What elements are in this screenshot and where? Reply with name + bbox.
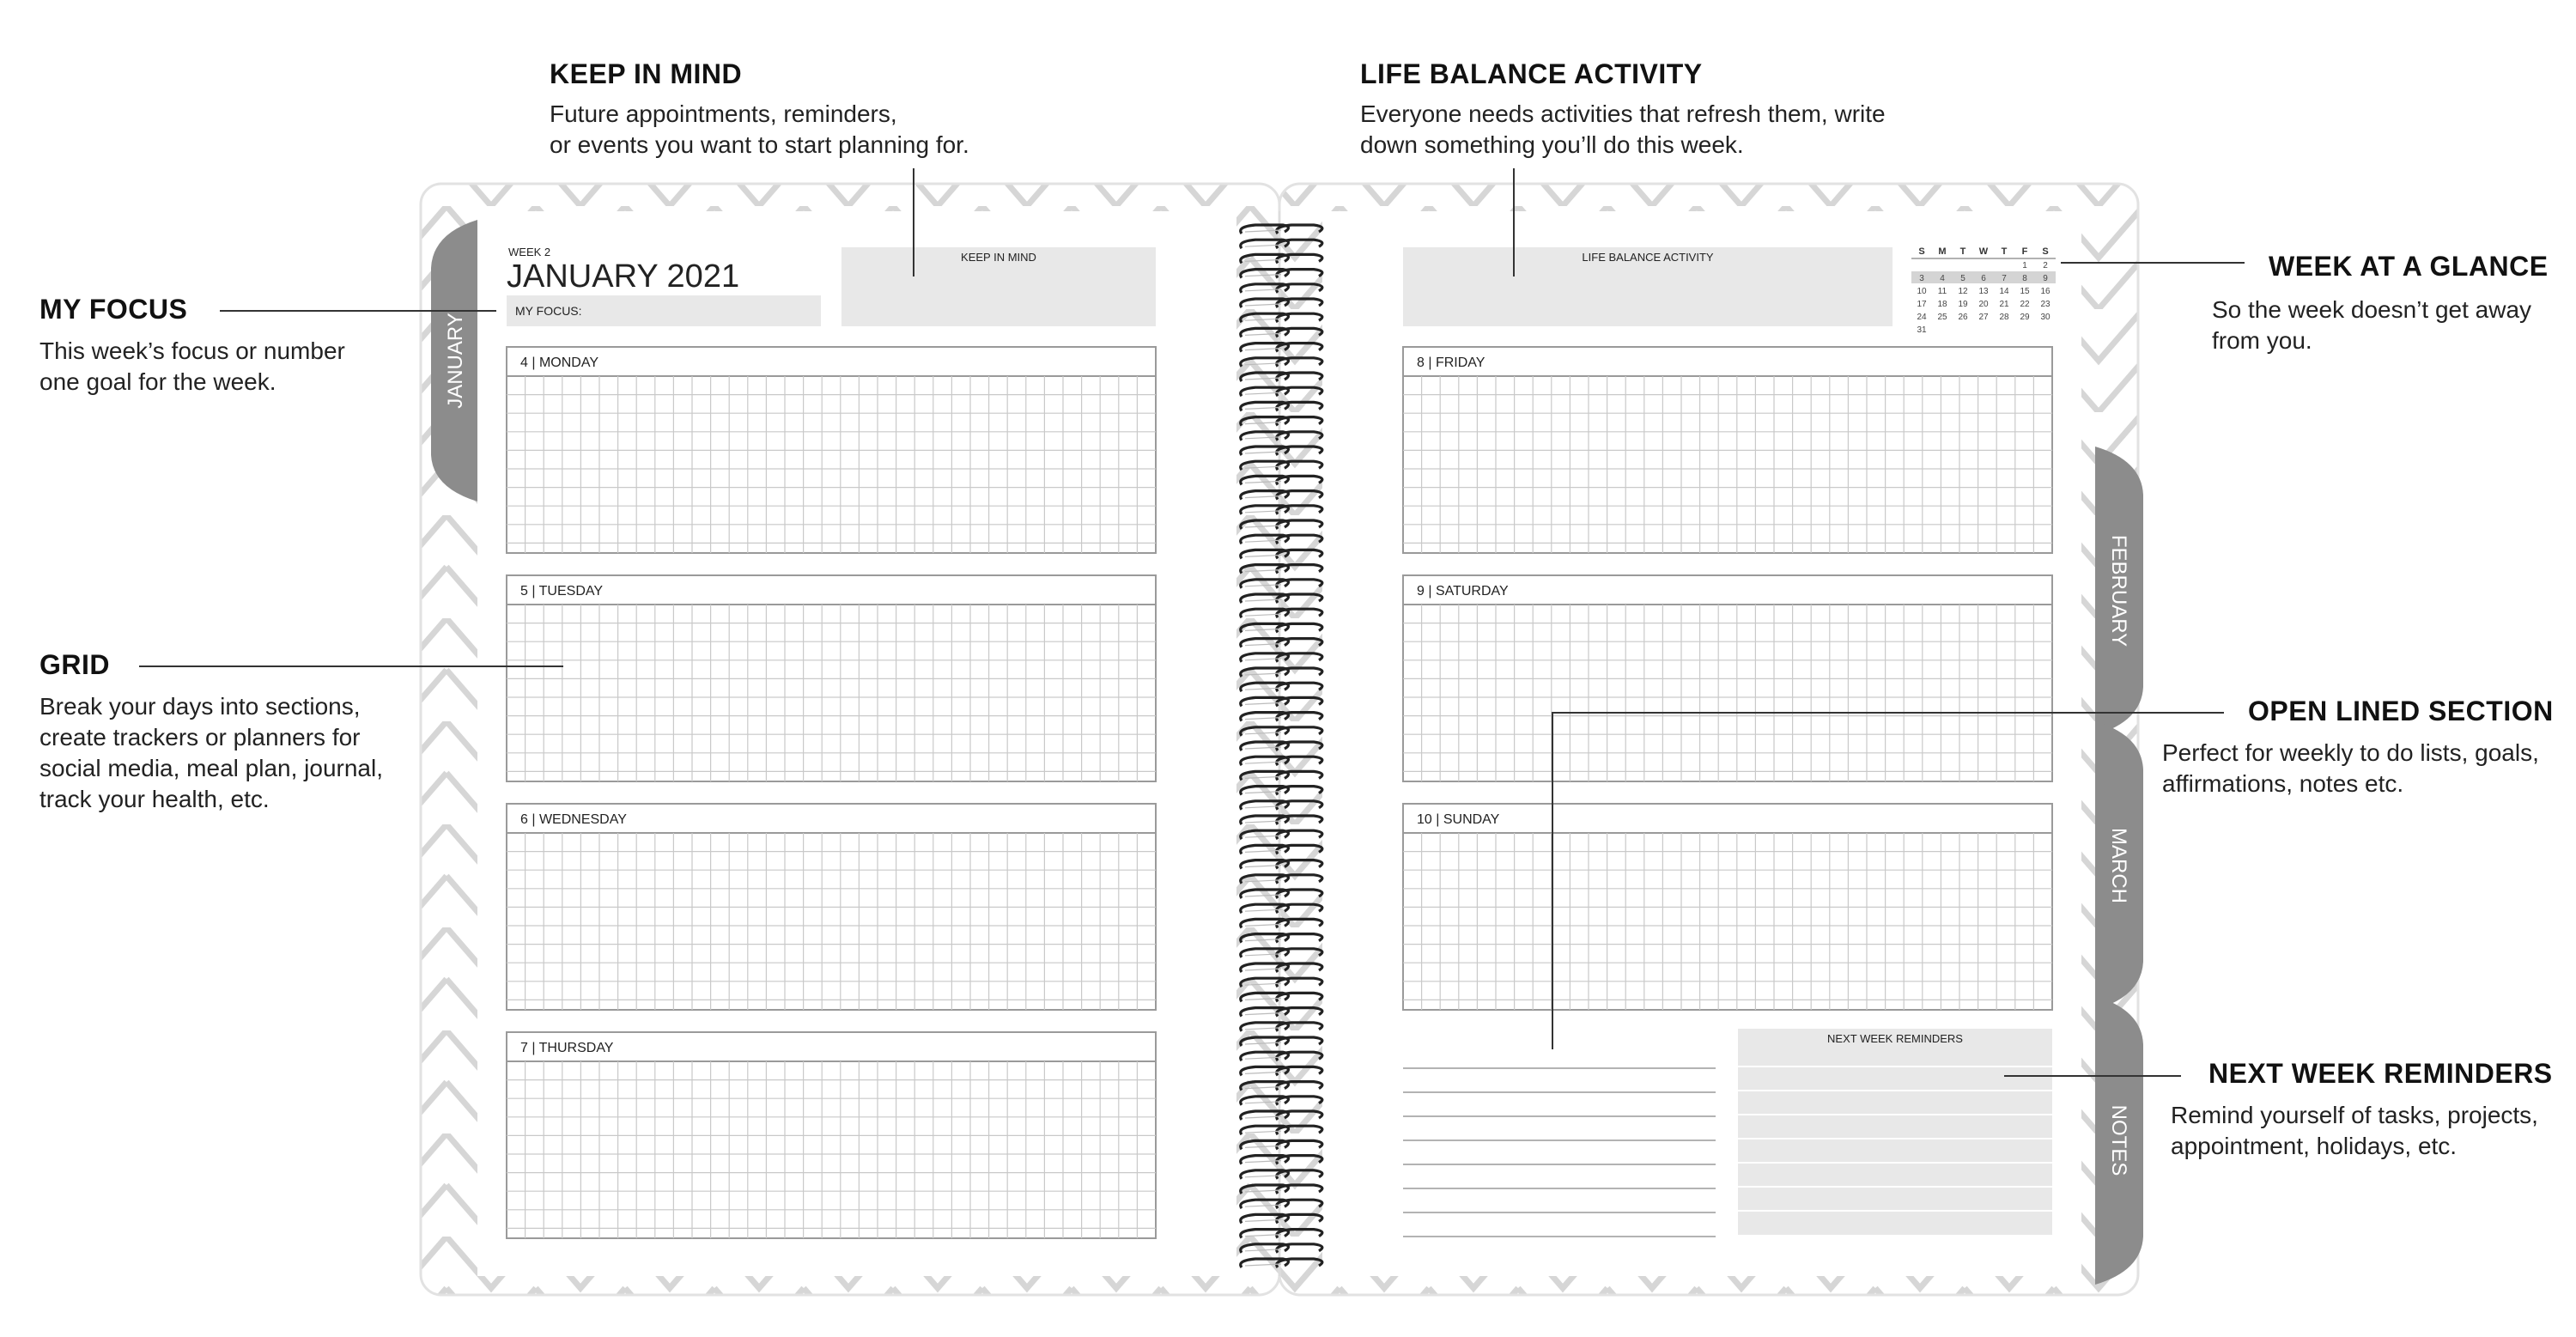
tab-february-label: FEBRUARY xyxy=(2107,534,2130,647)
mini-cal-date: 22 xyxy=(2020,300,2030,309)
callout-keep-in-mind xyxy=(550,58,969,161)
mini-cal-date: 1 xyxy=(2022,261,2027,270)
callout-open-lined xyxy=(2162,696,2554,799)
mini-cal-date: 8 xyxy=(2022,274,2027,283)
next-week-box-label: NEXT WEEK REMINDERS xyxy=(1827,1032,1963,1045)
day-box xyxy=(507,804,1156,1010)
day-label: 6 | WEDNESDAY xyxy=(520,812,627,827)
mini-cal-date: 28 xyxy=(1999,313,2009,322)
mini-cal-date: 27 xyxy=(1978,313,1989,322)
mini-cal-date: 21 xyxy=(1999,300,2009,309)
day-box xyxy=(1403,575,2052,781)
desc-line: from you. xyxy=(2212,327,2312,354)
callout-my-focus xyxy=(39,294,345,398)
day-label: 7 | THURSDAY xyxy=(520,1041,614,1055)
callout-desc xyxy=(2162,738,2554,799)
mini-cal-header: F xyxy=(2021,246,2028,257)
callout-title: MY FOCUS xyxy=(39,294,188,325)
desc-line: This week’s focus or number xyxy=(39,337,345,364)
desc-line: track your health, etc. xyxy=(39,786,270,812)
desc-line: social media, meal plan, journal, xyxy=(39,755,383,781)
callout-desc xyxy=(1360,99,1886,161)
mini-cal-date: 26 xyxy=(1958,313,1968,322)
mini-cal-date: 29 xyxy=(2020,313,2030,322)
desc-line: one goal for the week. xyxy=(39,368,276,395)
tab-march-label: MARCH xyxy=(2107,828,2130,903)
mini-cal-date: 9 xyxy=(2043,274,2048,283)
mini-cal-date: 17 xyxy=(1917,300,1927,309)
day-box xyxy=(1403,347,2052,553)
callout-desc xyxy=(39,691,383,815)
day-label: 4 | MONDAY xyxy=(520,356,598,370)
mini-cal-header: M xyxy=(1938,246,1947,257)
mini-cal-date: 11 xyxy=(1937,287,1947,296)
desc-line: Remind yourself of tasks, projects, xyxy=(2171,1102,2538,1128)
desc-line: down something you’ll do this week. xyxy=(1360,131,1744,158)
callout-title: LIFE BALANCE ACTIVITY xyxy=(1360,58,1703,89)
mini-cal-date: 20 xyxy=(1978,300,1989,309)
mini-cal-date: 18 xyxy=(1937,300,1947,309)
mini-cal-date: 7 xyxy=(2002,274,2007,283)
callout-title: KEEP IN MIND xyxy=(550,58,743,89)
callout-week-glance xyxy=(2212,251,2549,356)
mini-cal-date: 3 xyxy=(1919,274,1924,283)
focus-label: MY FOCUS: xyxy=(515,304,582,318)
mini-cal-date: 16 xyxy=(2040,287,2050,296)
day-box xyxy=(507,1032,1156,1238)
day-label: 5 | TUESDAY xyxy=(520,584,604,599)
tab-notes-label: NOTES xyxy=(2107,1104,2130,1176)
desc-line: create trackers or planners for xyxy=(39,724,361,751)
next-week-box xyxy=(1738,1029,2052,1235)
day-label: 8 | FRIDAY xyxy=(1417,356,1485,370)
callout-title: NEXT WEEK REMINDERS xyxy=(2208,1058,2553,1089)
mini-cal-date: 12 xyxy=(1958,287,1968,296)
mini-cal-date: 23 xyxy=(2040,300,2050,309)
mini-cal-date: 25 xyxy=(1937,313,1947,322)
mini-cal-date: 5 xyxy=(1960,274,1965,283)
callout-title: WEEK AT A GLANCE xyxy=(2269,251,2549,282)
desc-line: Break your days into sections, xyxy=(39,693,361,720)
mini-cal-header: S xyxy=(1918,246,1925,257)
mini-cal-header: T xyxy=(1959,246,1966,257)
mini-cal-date: 13 xyxy=(1978,287,1989,296)
week-label: WEEK 2 xyxy=(508,246,551,258)
month-title: JANUARY 2021 xyxy=(507,258,740,295)
mini-cal-date: 19 xyxy=(1958,300,1968,309)
callout-desc xyxy=(2171,1100,2553,1162)
life-balance-box-label: LIFE BALANCE ACTIVITY xyxy=(1582,251,1714,264)
desc-line: affirmations, notes etc. xyxy=(2162,770,2404,797)
callout-title: OPEN LINED SECTION xyxy=(2248,696,2554,726)
callout-desc xyxy=(550,99,969,161)
desc-line: or events you want to start planning for. xyxy=(550,131,969,158)
mini-cal-date: 30 xyxy=(2040,313,2050,322)
mini-cal-header: W xyxy=(1978,246,1989,257)
callout-title: GRID xyxy=(39,649,110,680)
mini-cal-header: S xyxy=(2042,246,2049,257)
day-box xyxy=(507,575,1156,781)
mini-cal-date: 4 xyxy=(1940,274,1945,283)
mini-cal-date: 10 xyxy=(1917,287,1927,296)
mini-cal-date: 15 xyxy=(2020,287,2030,296)
tab-january-label: JANUARY xyxy=(444,313,467,409)
keep-in-mind-box-label: KEEP IN MIND xyxy=(961,251,1036,264)
day-label: 9 | SATURDAY xyxy=(1417,584,1509,599)
callout-grid xyxy=(39,649,383,815)
mini-cal-date: 31 xyxy=(1917,325,1927,335)
day-box xyxy=(507,347,1156,553)
mini-cal-date: 24 xyxy=(1917,313,1927,322)
mini-cal-date: 6 xyxy=(1981,274,1986,283)
callout-desc xyxy=(39,336,345,398)
day-box xyxy=(1403,804,2052,1010)
mini-cal-header: T xyxy=(2001,246,2008,257)
mini-cal-date: 2 xyxy=(2043,261,2048,270)
desc-line: So the week doesn’t get away xyxy=(2212,296,2532,323)
day-label: 10 | SUNDAY xyxy=(1417,812,1500,827)
desc-line: Everyone needs activities that refresh them, write xyxy=(1360,100,1886,127)
callout-desc xyxy=(2212,295,2549,356)
desc-line: appointment, holidays, etc. xyxy=(2171,1133,2458,1159)
desc-line: Perfect for weekly to do lists, goals, xyxy=(2162,739,2539,766)
desc-line: Future appointments, reminders, xyxy=(550,100,897,127)
mini-cal-date: 14 xyxy=(1999,287,2009,296)
callout-life-balance xyxy=(1360,58,1886,161)
callout-next-week xyxy=(2171,1058,2553,1162)
